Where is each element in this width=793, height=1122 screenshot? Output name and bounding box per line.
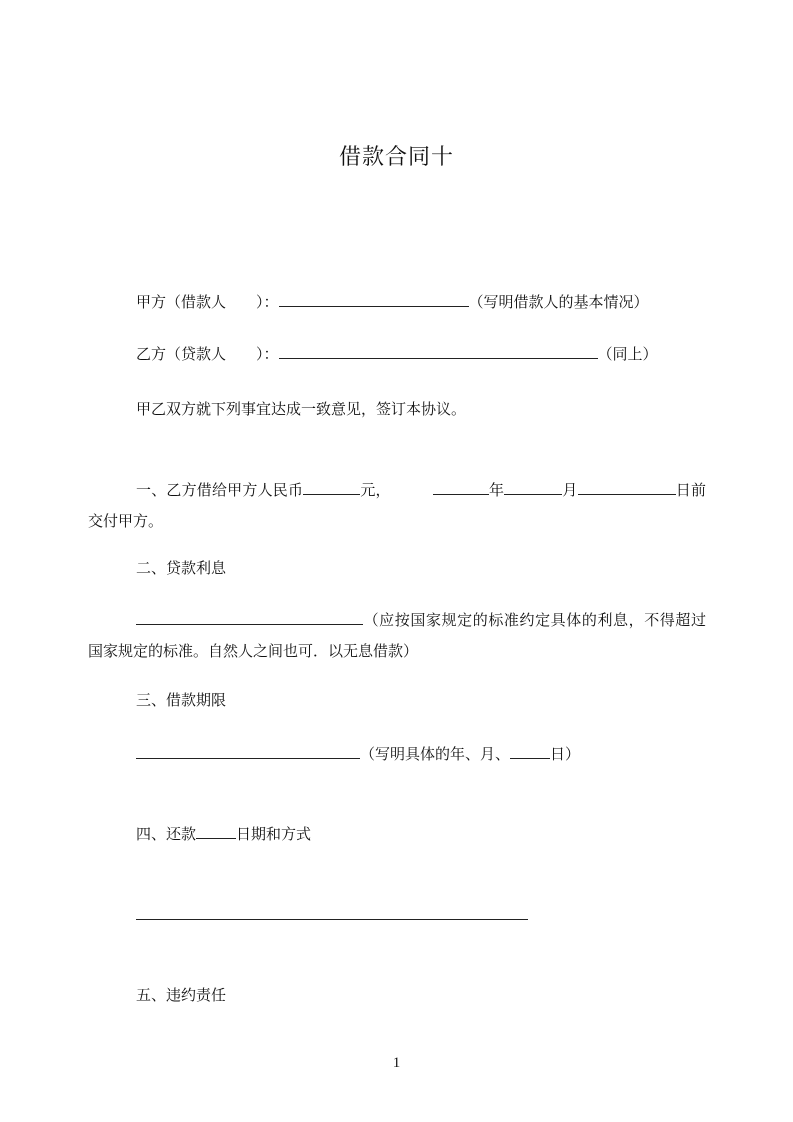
page-number: 1 [392, 1055, 401, 1071]
party-a-line [136, 291, 649, 312]
term-day-blank [510, 743, 550, 759]
clause-5-heading: 五、违约责任 [136, 986, 227, 1004]
repay-blank [196, 823, 236, 839]
party-b-note: （同上） [597, 345, 658, 363]
party-b-line [136, 343, 658, 364]
clause-1-text-b: 前交付甲方。 [88, 481, 706, 530]
document-title: 借款合同十 [338, 145, 454, 170]
clause-2-paragraph [88, 605, 706, 667]
party-b-label: 乙方（贷款人 [136, 345, 227, 363]
clause-3-line [136, 743, 580, 764]
agreement-statement: 甲乙双方就下列事宜达成一致意见，签订本协议。 [136, 400, 467, 418]
month-blank [504, 479, 562, 495]
party-a-note: （写明借款人的基本情况） [468, 293, 649, 311]
party-a-blank [279, 291, 469, 307]
clause-3-note-a: （写明具体的年、月、 [360, 745, 511, 763]
clause-4-heading-b: 日期和方式 [236, 825, 312, 843]
clause-3-note-b: 日） [550, 745, 581, 763]
party-a-label: 甲方（借款人 [136, 293, 227, 311]
year-blank [433, 479, 489, 495]
amount-blank [303, 479, 360, 495]
clause-1-text-a: 一、乙方借给甲方人民币 [136, 481, 304, 499]
clause-1-paragraph [88, 475, 706, 537]
clause-1-day: 日 [675, 481, 691, 499]
clause-1-year: 年 [488, 481, 505, 499]
clause-2-note: （应按国家规定的标准约定具体的利息，不得超过国家规定的标准。自然人之间也可．以无息借款） [88, 611, 706, 660]
clause-2-heading: 二、贷款利息 [136, 559, 227, 577]
clause-1-month: 月 [562, 481, 578, 499]
term-blank [136, 743, 360, 759]
repayment-method-blank [136, 919, 528, 920]
clause-4-heading-a: 四、还款 [136, 825, 197, 843]
party-b-blank [279, 343, 598, 359]
interest-blank [136, 609, 363, 625]
clause-3-heading: 三、借款期限 [136, 691, 227, 709]
party-b-colon: ）： [256, 345, 279, 363]
day-blank [578, 479, 676, 495]
clause-4-heading [136, 823, 311, 844]
clause-1-yuan: 元， [360, 481, 391, 499]
party-a-colon: ）： [256, 293, 279, 311]
